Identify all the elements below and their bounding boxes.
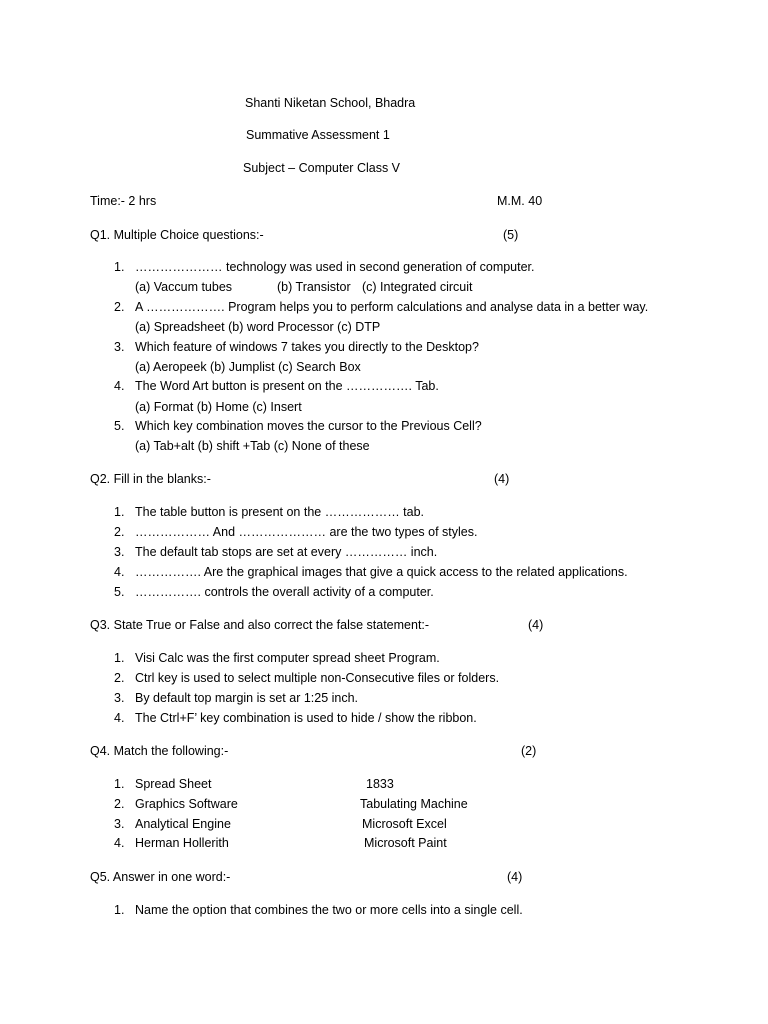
q2-title: Q2. Fill in the blanks:-	[90, 472, 211, 486]
q2-item: ……………… And ………………… are the two types of styles.	[135, 525, 478, 539]
q2-item-number: 3.	[114, 545, 125, 559]
max-marks: M.M. 40	[497, 194, 543, 208]
q3-title: Q3. State True or False and also correct the false statement:-	[90, 618, 430, 632]
q1-question: ………………… technology was used in second generation of computer.	[135, 260, 535, 274]
q3-item: By default top margin is set ar 1:25 inch.	[135, 691, 359, 705]
q1-marks: (5)	[503, 228, 519, 242]
q3-item-number: 2.	[114, 671, 125, 685]
q1-question: Which key combination moves the cursor to the Previous Cell?	[135, 419, 482, 433]
q4-item-number: 4.	[114, 836, 125, 850]
q4-column-b: Tabulating Machine	[360, 797, 468, 811]
q4-column-a: Graphics Software	[135, 797, 238, 811]
q1-option: (b) Transistor	[277, 280, 351, 294]
q2-item: The table button is present on the ……………… tab.	[135, 505, 425, 519]
q3-item: Visi Calc was the first computer spread sheet Program.	[135, 651, 440, 665]
q1-option: (a) Format (b) Home (c) Insert	[135, 400, 302, 414]
q3-item-number: 3.	[114, 691, 125, 705]
q1-item-number: 1.	[114, 260, 125, 274]
q1-option: (a) Spreadsheet (b) word Processor (c) DTP	[135, 320, 381, 334]
q4-column-b: Microsoft Excel	[362, 817, 447, 831]
q4-column-a: Analytical Engine	[135, 817, 231, 831]
q2-item: ……………. controls the overall activity of a computer.	[135, 585, 434, 599]
q5-marks: (4)	[507, 870, 523, 884]
q1-item-number: 3.	[114, 340, 125, 354]
q4-column-a: Spread Sheet	[135, 777, 212, 791]
q4-column-b: Microsoft Paint	[364, 836, 447, 850]
q1-question: The Word Art button is present on the ……………. Tab.	[135, 379, 439, 393]
q2-item-number: 4.	[114, 565, 125, 579]
time-label: Time:- 2 hrs	[90, 194, 157, 208]
q3-item: The Ctrl+F’ key combination is used to hide / show the ribbon.	[135, 711, 477, 725]
q4-item-number: 1.	[114, 777, 125, 791]
q1-question: A ………………. Program helps you to perform calculations and analyse data in a better way.	[135, 300, 649, 314]
q1-option: (a) Aeropeek (b) Jumplist (c) Search Box	[135, 360, 361, 374]
school-name: Shanti Niketan School, Bhadra	[245, 96, 416, 110]
q5-title: Q5. Answer in one word:-	[90, 870, 231, 884]
subject-class: Subject – Computer Class V	[243, 161, 401, 175]
q1-title: Q1. Multiple Choice questions:-	[90, 228, 264, 242]
q4-item-number: 3.	[114, 817, 125, 831]
q4-item-number: 2.	[114, 797, 125, 811]
q4-column-a: Herman Hollerith	[135, 836, 229, 850]
q3-item-number: 1.	[114, 651, 125, 665]
assessment-title: Summative Assessment 1	[246, 128, 390, 142]
q3-item-number: 4.	[114, 711, 125, 725]
q4-title: Q4. Match the following:-	[90, 744, 229, 758]
q2-item: The default tab stops are set at every …………… inch.	[135, 545, 438, 559]
q4-column-b: 1833	[366, 777, 394, 791]
q2-marks: (4)	[494, 472, 510, 486]
q1-option: (c) Integrated circuit	[362, 280, 473, 294]
q2-item-number: 2.	[114, 525, 125, 539]
q3-item: Ctrl key is used to select multiple non-Consecutive files or folders.	[135, 671, 500, 685]
q4-marks: (2)	[521, 744, 537, 758]
q5-item-number: 1.	[114, 903, 125, 917]
q1-item-number: 4.	[114, 379, 125, 393]
q1-question: Which feature of windows 7 takes you directly to the Desktop?	[135, 340, 479, 354]
q1-option: (a) Vaccum tubes	[135, 280, 233, 294]
q5-item: Name the option that combines the two or more cells into a single cell.	[135, 903, 523, 917]
q2-item: ……………. Are the graphical images that give a quick access to the related applications.	[135, 565, 628, 579]
q1-item-number: 5.	[114, 419, 125, 433]
q2-item-number: 5.	[114, 585, 125, 599]
q1-option: (a) Tab+alt (b) shift +Tab (c) None of these	[135, 439, 370, 453]
q1-item-number: 2.	[114, 300, 125, 314]
q2-item-number: 1.	[114, 505, 125, 519]
q3-marks: (4)	[528, 618, 544, 632]
